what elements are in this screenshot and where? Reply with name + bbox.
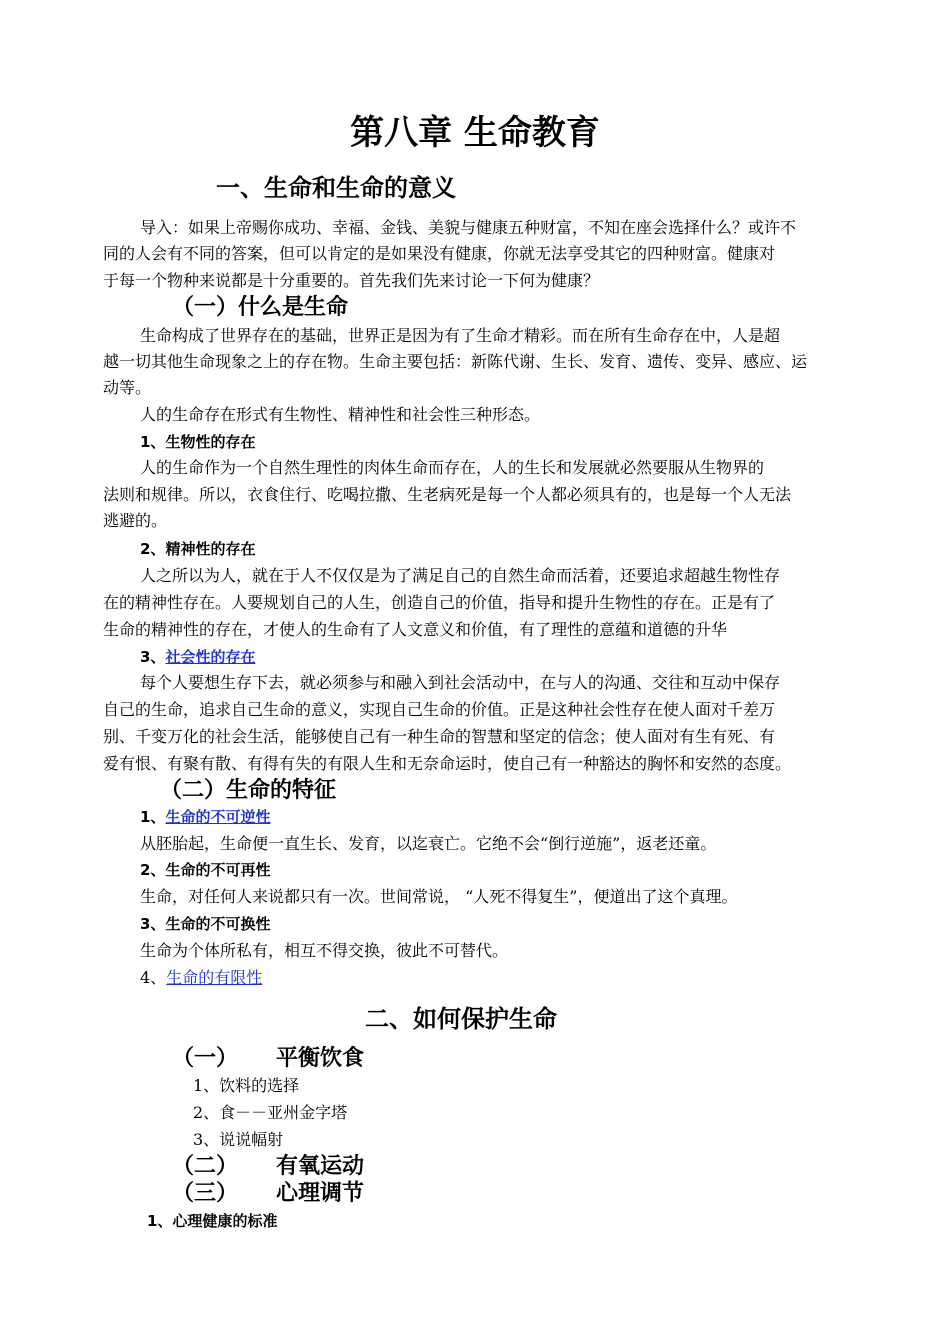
sub-label: 平衡饮食 bbox=[276, 1046, 365, 1071]
item-number: 2、 bbox=[140, 540, 166, 558]
characteristic-3-text: 生命为个体所私有，相互不得交换，彼此不可替代。 bbox=[140, 941, 509, 960]
spiritual-line-3: 生命的精神性的存在，才使人的生命有了人文意义和价值，有了理性的意蕴和道德的升华 bbox=[103, 620, 728, 639]
sub-label: 心理调节 bbox=[276, 1181, 365, 1206]
item-number: 1、 bbox=[140, 433, 166, 451]
social-line-2: 自己的生命，追求自己生命的意义，实现自己生命的价值。正是这种社会性存在使人面对千差万 bbox=[103, 700, 776, 719]
subsection-aerobic-heading bbox=[172, 1153, 364, 1181]
item-label: 生物性的存在 bbox=[165, 433, 256, 451]
social-line-4: 爱有恨、有聚有散、有得有失的有限人生和无奈命运时，使自己有一种豁达的胸怀和安然的态度。 bbox=[103, 754, 792, 773]
life-forms-para: 人的生命存在形式有生物性、精神性和社会性三种形态。 bbox=[140, 405, 541, 424]
item-label: 生命的不可换性 bbox=[165, 915, 271, 933]
diet-item-2: 2、食－－亚州金字塔 bbox=[193, 1103, 348, 1122]
item-label: 精神性的存在 bbox=[165, 540, 256, 558]
biological-line-1: 人的生命作为一个自然生理性的肉体生命而存在，人的生长和发展就必然要服从生物界的 bbox=[140, 458, 765, 477]
social-line-1: 每个人要想生存下去，就必须参与和融入到社会活动中，在与人的沟通、交往和互动中保存 bbox=[140, 673, 781, 692]
item-number: 4、 bbox=[140, 968, 167, 987]
item-number: 3、 bbox=[140, 915, 166, 933]
item-biological-heading bbox=[140, 432, 255, 452]
spiritual-line-1: 人之所以为人，就在于人不仅仅是为了满足自己的自然生命而活着，还要追求超越生物性存 bbox=[140, 566, 781, 585]
subsection-characteristics-heading: （二）生命的特征 bbox=[160, 778, 337, 803]
item-social-heading bbox=[140, 647, 255, 667]
item-spiritual-heading bbox=[140, 539, 255, 559]
sub-number: （二） bbox=[172, 1154, 239, 1179]
item-number: 2、 bbox=[140, 861, 166, 879]
characteristic-finite-link[interactable]: 生命的有限性 bbox=[166, 968, 263, 987]
diet-item-1: 1、饮料的选择 bbox=[193, 1076, 300, 1095]
intro-line-2: 同的人会有不同的答案，但可以肯定的是如果没有健康，你就无法享受其它的四种财富。健康对 bbox=[103, 244, 776, 263]
diet-item-3: 3、说说幅射 bbox=[193, 1130, 284, 1149]
item-social-link[interactable]: 社会性的存在 bbox=[165, 648, 256, 666]
sub-number: （三） bbox=[172, 1181, 239, 1206]
mental-health-standard-heading: 1、心理健康的标准 bbox=[147, 1212, 278, 1230]
intro-line-1: 导入：如果上帝赐你成功、幸福、金钱、美貌与健康五种财富，不知在座会选择什么？或许不 bbox=[140, 218, 797, 237]
life-para-line-2: 越一切其他生命现象之上的存在物。生命主要包括：新陈代谢、生长、发育、遗传、变异、感应、运 bbox=[103, 352, 808, 371]
spiritual-line-2: 在的精神性存在。人要规划自己的人生，创造自己的价值，指导和提升生物性的存在。正是有了 bbox=[103, 593, 776, 612]
item-number: 3、 bbox=[140, 648, 166, 666]
characteristic-1-heading bbox=[140, 807, 270, 827]
section2-heading: 二、如何保护生命 bbox=[365, 1005, 557, 1033]
characteristic-3-heading bbox=[140, 914, 270, 934]
social-line-3: 别、千变万化的社会生活，能够使自己有一种生命的智慧和坚定的信念；使人面对有生有死、有 bbox=[103, 727, 776, 746]
chapter-title: 第八章 生命教育 bbox=[350, 113, 600, 153]
item-label: 生命的不可再性 bbox=[165, 861, 271, 879]
life-para-line-3: 动等。 bbox=[103, 378, 152, 397]
subsection-mental-heading bbox=[172, 1180, 364, 1208]
characteristic-2-text: 生命，对任何人来说都只有一次。世间常说， “人死不得复生”，便道出了这个真理。 bbox=[140, 887, 738, 906]
sub-label: 有氧运动 bbox=[276, 1154, 365, 1179]
sub-number: （一） bbox=[172, 1046, 239, 1071]
intro-line-3: 于每一个物种来说都是十分重要的。首先我们先来讨论一下何为健康？ bbox=[103, 271, 600, 290]
item-number: 1、 bbox=[140, 808, 166, 826]
characteristic-2-heading bbox=[140, 860, 270, 880]
section1-heading: 一、生命和生命的意义 bbox=[216, 174, 456, 202]
biological-line-3: 逃避的。 bbox=[103, 511, 168, 530]
characteristic-1-text: 从胚胎起，生命便一直生长、发育，以迄衰亡。它绝不会“倒行逆施”，返老还童。 bbox=[140, 834, 717, 853]
life-para-line-1: 生命构成了世界存在的基础，世界正是因为有了生命才精彩。而在所有生命存在中，人是超 bbox=[140, 326, 781, 345]
characteristic-4-heading bbox=[140, 968, 262, 988]
subsection-what-is-life-heading: （一）什么是生命 bbox=[172, 295, 349, 320]
biological-line-2: 法则和规律。所以，衣食住行、吃喝拉撒、生老病死是每一个人都必须具有的，也是每一个人无法 bbox=[103, 485, 792, 504]
subsection-balanced-diet-heading bbox=[172, 1045, 364, 1073]
characteristic-irreversible-link[interactable]: 生命的不可逆性 bbox=[165, 808, 271, 826]
